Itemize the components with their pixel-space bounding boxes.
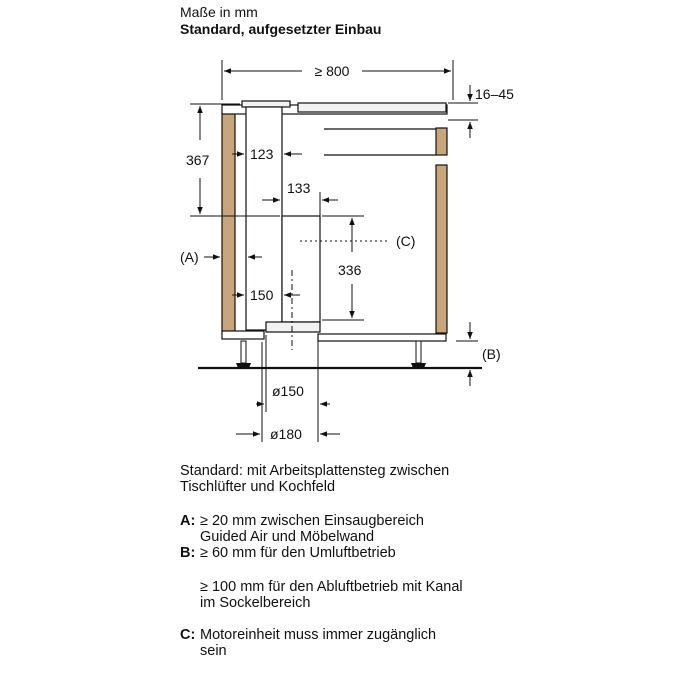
notes-intro: [180, 463, 449, 495]
label-b: (B): [482, 346, 501, 362]
hob: [298, 103, 446, 112]
label-a: (A): [180, 249, 199, 265]
note-text: sein: [200, 643, 227, 659]
note-text: ≥ 60 mm für den Umluftbetrieb: [200, 545, 396, 561]
intro-line: Tischlüfter und Kochfeld: [180, 479, 336, 495]
page-title: Standard, aufgesetzter Einbau: [180, 21, 382, 37]
note-c: [180, 627, 436, 659]
units-caption: Maße in mm: [180, 4, 258, 20]
base-shelf-right: [318, 334, 446, 341]
dim-cabinet-width: ≥ 800: [314, 63, 350, 79]
dim-height-to-unit: 367: [186, 152, 210, 168]
extractor-grille: [242, 101, 290, 107]
intro-line: Standard: mit Arbeitsplattensteg zwischen: [180, 463, 450, 479]
note-text: Motoreinheit muss immer zugänglich: [200, 627, 437, 643]
label-c: (C): [396, 233, 416, 249]
note-b: [180, 545, 463, 611]
dim-motor-height: 336: [338, 262, 362, 278]
dim-motor-offset: 133: [287, 180, 311, 196]
dim-worktop-thickness: 16–45: [475, 86, 514, 102]
dim-duct-bottom: 150: [250, 287, 274, 303]
foot-pad-right: [411, 363, 426, 368]
base-shelf-left: [222, 331, 264, 339]
cabinet-foot-left: [241, 341, 246, 363]
dim-cutout-diameter: ø180: [270, 426, 302, 442]
note-text: ≥ 100 mm für den Abluftbetrieb mit Kanal: [200, 579, 463, 595]
note-text: im Sockelbereich: [200, 595, 311, 611]
note-key-c: C:: [180, 627, 196, 643]
note-text: Guided Air und Möbelwand: [200, 529, 375, 545]
outlet-collar: [266, 322, 320, 332]
drawer-front: [436, 128, 447, 155]
note-key-b: B:: [180, 545, 196, 561]
cabinet-side-left: [222, 113, 235, 333]
dim-duct-width: 123: [250, 146, 274, 162]
cabinet-side-right: [436, 165, 447, 333]
cabinet-foot-right: [416, 341, 421, 363]
foot-pad-left: [236, 363, 251, 368]
note-key-a: A:: [180, 513, 196, 529]
dim-outlet-diameter: ø150: [272, 383, 304, 399]
motor-unit: [282, 216, 320, 322]
note-a: [180, 513, 424, 545]
note-text: ≥ 20 mm zwischen Einsaugbereich: [200, 513, 424, 529]
